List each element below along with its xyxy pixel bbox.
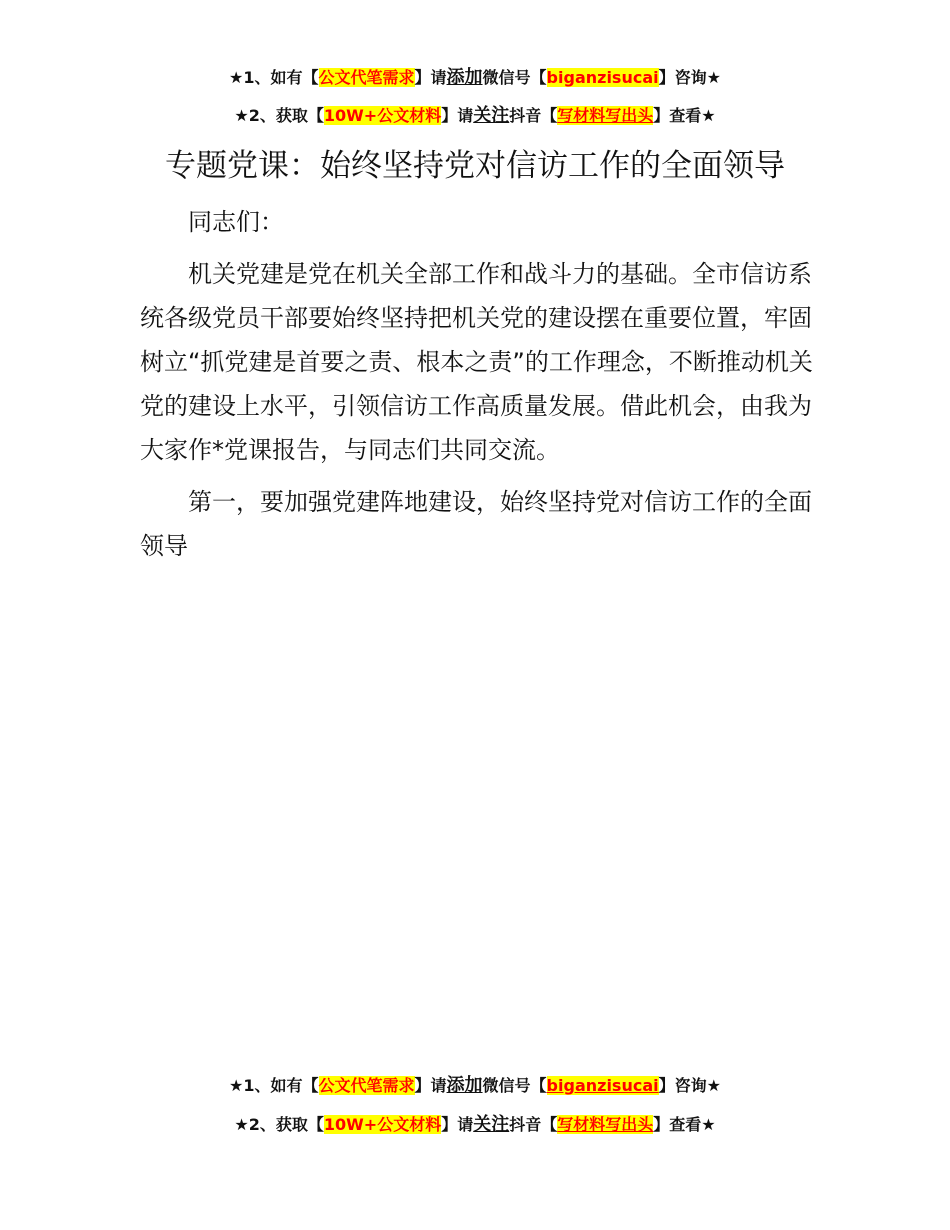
- promo-emphasis-add: 添加: [446, 1075, 483, 1096]
- promo-line-2-bottom: [0, 1113, 950, 1137]
- promo-highlight-wechat-id: biganzisucai: [546, 68, 659, 87]
- promo-emphasis-follow: 关注: [473, 105, 510, 126]
- promo-middle: 抖音【: [509, 106, 558, 125]
- promo-prefix: ★1、如有【: [229, 1076, 319, 1095]
- promo-middle: 抖音【: [509, 1115, 558, 1134]
- promo-middle: 】请: [414, 1076, 447, 1095]
- promo-suffix: 】查看★: [653, 106, 716, 125]
- promo-suffix: 】咨询★: [658, 68, 721, 87]
- body-paragraph-1: 机关党建是党在机关全部工作和战斗力的基础。全市信访系统各级党员干部要始终坚持把机关党的建设摆在重要位置，牢固树立“抓党建是首要之责、根本之责”的工作理念，不断推动机关党的建设上水平，引领信访工作高质量发展。借此机会，由我为大家作*党课报告，与同志们共同交流。: [140, 260, 813, 464]
- promo-highlight-douyin-account: 写材料写出头: [557, 1115, 654, 1134]
- body-paragraph-2: 第一，要加强党建阵地建设，始终坚持党对信访工作的全面领导: [140, 488, 812, 560]
- promo-suffix: 】咨询★: [658, 1076, 721, 1095]
- promo-middle: 微信号【: [482, 1076, 547, 1095]
- promo-prefix: ★2、获取【: [234, 1115, 324, 1134]
- promo-emphasis-follow: 关注: [473, 1114, 510, 1135]
- promo-highlight-service: 公文代笔需求: [318, 1076, 415, 1095]
- promo-highlight-wechat-id: biganzisucai: [546, 1076, 659, 1095]
- promo-line-1-top: [0, 66, 950, 90]
- promo-middle: 】请: [414, 68, 447, 87]
- promo-prefix: ★1、如有【: [229, 68, 319, 87]
- promo-middle: 】请: [441, 106, 474, 125]
- promo-highlight-douyin-account: 写材料写出头: [557, 106, 654, 125]
- document-title: 专题党课：始终坚持党对信访工作的全面领导: [165, 148, 785, 184]
- promo-prefix: ★2、获取【: [234, 106, 324, 125]
- promo-suffix: 】查看★: [653, 1115, 716, 1134]
- greeting: 同志们：: [188, 208, 284, 236]
- promo-middle: 】请: [441, 1115, 474, 1134]
- promo-line-2-top: [0, 104, 950, 128]
- promo-highlight-service: 公文代笔需求: [318, 68, 415, 87]
- promo-emphasis-add: 添加: [446, 67, 483, 88]
- promo-line-1-bottom: [0, 1074, 950, 1098]
- promo-highlight-materials: 10W+公文材料: [323, 106, 442, 125]
- document-body: [140, 200, 816, 576]
- promo-highlight-materials: 10W+公文材料: [323, 1115, 442, 1134]
- promo-middle: 微信号【: [482, 68, 547, 87]
